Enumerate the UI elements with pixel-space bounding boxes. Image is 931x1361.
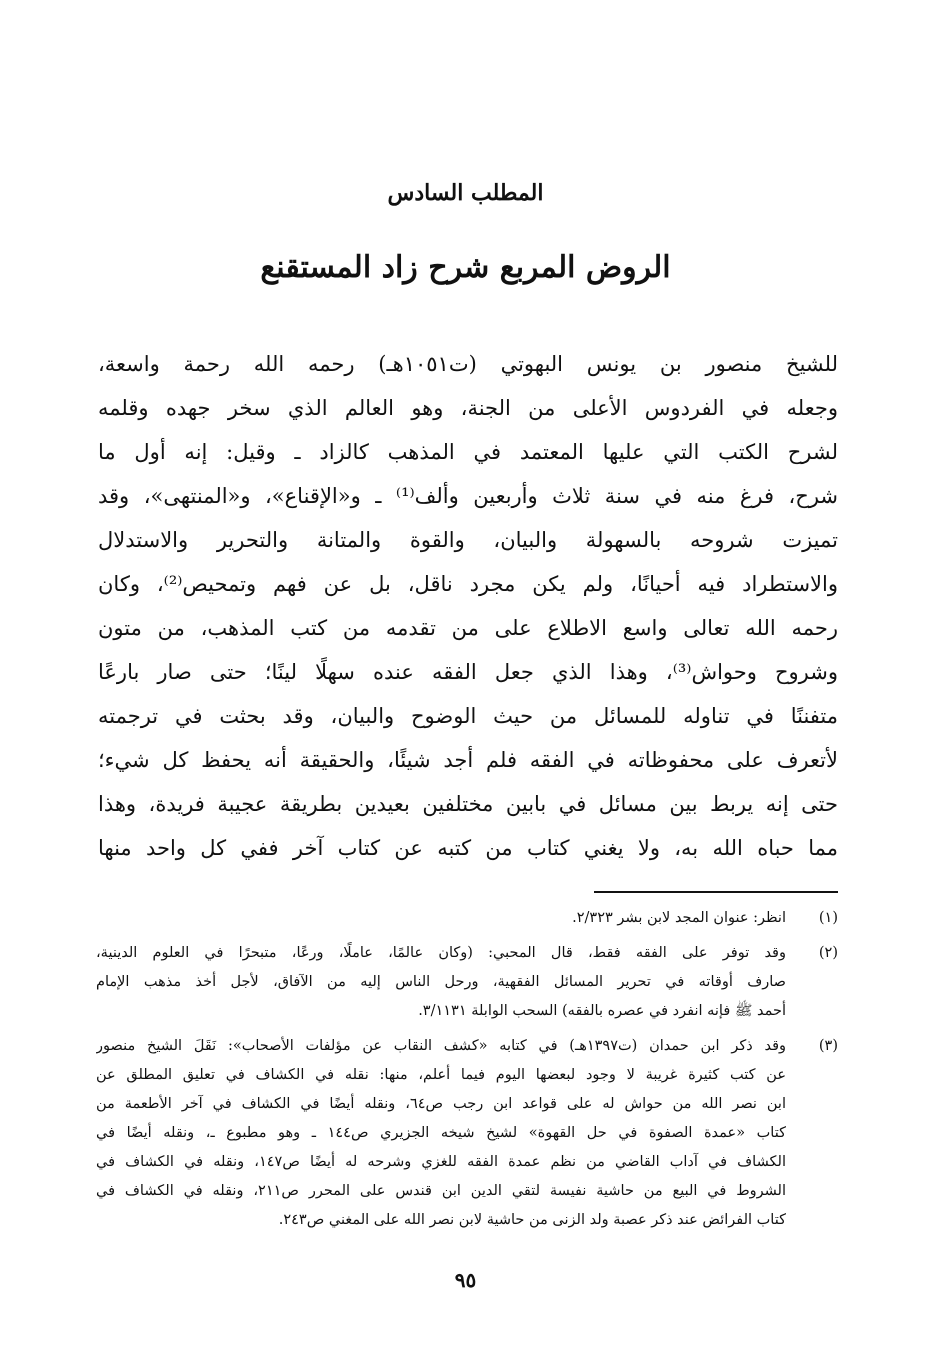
footnote-number: (٣): [818, 1038, 838, 1054]
footnote-line: الكشاف في آداب القاضي من نظم عمدة الفقه للغزي وشرحه له أيضًا ص١٤٧، ونقله في الكشاف في: [96, 1154, 786, 1170]
body-line: مما حباه الله به، ولا يغني كتاب من كتبه عن كتاب آخر ففي كل واحد منها: [98, 836, 838, 860]
body-line: تميزت شروحه بالسهولة والبيان، والقوة والمتانة والتحرير والاستدلال: [98, 528, 838, 552]
footnote-line: وقد ذكر ابن حمدان (ت١٣٩٧هـ) في كتابه «كشف النقاب عن مؤلفات الأصحاب»: نَقَلَ الشيخ منصور: [96, 1038, 786, 1054]
footnote-2: [96, 939, 838, 1026]
footnote-line: أحمد ﷺ فإنه انفرد في عصره بالفقه) السحب الوابلة ٣/١١٣١.: [418, 1003, 786, 1019]
footnote-line: الشروط في البيع من حاشية نفيسة لتقي الدين ابن قندس على المحرر ص٢١١، ونقله في الكشاف في: [96, 1183, 786, 1199]
page-number: ٩٥: [454, 1268, 477, 1292]
body-text: [98, 342, 838, 870]
body-line: وشروح وحواش⁽³⁾، وهذا الذي جعل الفقه عنده سهلًا لينًا؛ حتى صار بارعًا: [98, 660, 838, 684]
body-line: حتى إنه يربط بين مسائل في بابين مختلفين بعيدين بطريقة عجيبة فريدة، وهذا: [98, 792, 838, 816]
footnotes: [96, 904, 838, 1241]
footnote-1: [96, 904, 838, 933]
footnote-line: عن كتب كثيرة غريبة لا وجود لبعضها اليوم فيما أعلم، منها: نقله في الكشاف في تعليق المطلق عن: [96, 1067, 786, 1083]
body-line: للشيخ منصور بن يونس البهوتي (ت١٠٥١هـ) رحمه الله رحمة واسعة،: [98, 352, 838, 376]
body-line: لشرح الكتب التي عليها المعتمد في المذهب كالزاد ـ وقيل: إنه أول ما: [98, 440, 838, 464]
body-line: لأتعرف على محفوظاته في الفقه فلم أجد شيئًا، والحقيقة أنه يحفظ كل شيء؛: [98, 748, 838, 772]
footnote-line: صارف أوقاته في تحرير المسائل الفقهية، ورحل الناس إليه من الآفاق، لأجل أخذ مذهب الإمام: [96, 974, 786, 990]
footnote-line: انظر: عنوان المجد لابن بشر ٢/٣٢٣.: [572, 910, 786, 926]
body-line: رحمه الله تعالى واسع الاطلاع على من تقدمه من كتب المذهب، من متون: [98, 616, 838, 640]
body-line: متفننًا في تناوله للمسائل من حيث الوضوح والبيان، وقد بحثت في ترجمته: [98, 704, 838, 728]
section-label: المطلب السادس: [387, 180, 544, 206]
footnote-line: كتاب الفرائض عند ذكر عصبة ولد الزنى من حاشية لابن نصر الله على المغني ص٢٤٣.: [278, 1212, 786, 1228]
footnote-line: كتاب «عمدة الصفوة في حل القهوة» لشيخ شيخه الجزيري ص١٤٤ ـ وهو مطبوع ـ، ونقله أيضًا في: [96, 1125, 786, 1141]
footnote-3: [96, 1032, 838, 1235]
body-line: والاستطراد فيه أحيانًا، ولم يكن مجرد ناقل، بل عن فهم وتمحيص⁽²⁾، وكان: [98, 572, 838, 596]
footnote-line: وقد توفر على الفقه فقط، قال المحبي: (وكان عالمًا، عاملًا، ورعًا، متبحرًا في العلوم الدينية،: [96, 945, 786, 961]
footnote-line: ابن نصر الله من حواش له على قواعد ابن رجب ص٦٤، ونقله أيضًا في الكشاف في آخر الأطعمة من: [96, 1096, 786, 1112]
footnote-separator: [594, 891, 838, 893]
body-line: شرح، فرغ منه في سنة ثلاث وأربعين وألف⁽¹⁾ ـ و«الإقناع»، و«المنتهى»، وقد: [98, 484, 838, 508]
footnote-number: (١): [818, 910, 838, 926]
book-title: الروض المربع شرح زاد المستقنع: [260, 250, 671, 285]
body-line: وجعله في الفردوس الأعلى من الجنة، وهو العالم الذي سخر جهده وقلمه: [98, 396, 838, 420]
footnote-number: (٢): [818, 945, 838, 961]
